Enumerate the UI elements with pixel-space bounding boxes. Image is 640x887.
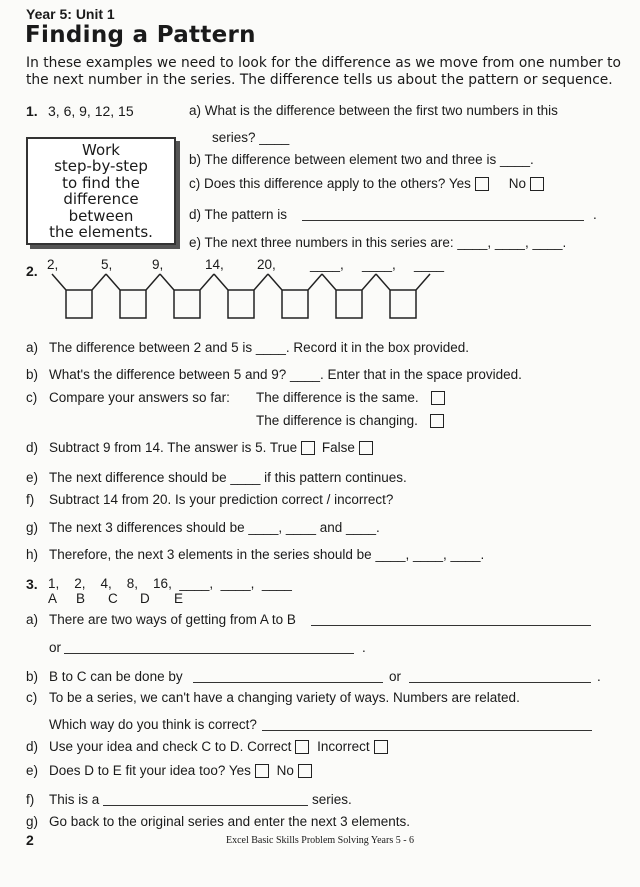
- intro-line-2: the next number in the series. The difference tells us about the pattern or sequence.: [26, 72, 613, 88]
- pattern-answer-line[interactable]: [302, 220, 584, 221]
- q3-a-or: or: [49, 640, 62, 655]
- b-to-c-answer-line-2[interactable]: [409, 682, 591, 683]
- yes-checkbox[interactable]: [255, 764, 269, 778]
- no-label: No: [276, 763, 294, 778]
- a-to-b-answer-line-1[interactable]: [311, 625, 591, 626]
- q1-d: d) The pattern is: [189, 207, 288, 222]
- q2-number: 2.: [26, 263, 38, 279]
- q3-e-letter: e): [26, 763, 39, 778]
- q2-a: The difference between 2 and 5 is ____. Record it in the box provided.: [49, 340, 470, 355]
- work-box-line: difference between: [63, 190, 139, 225]
- q2-g: The next 3 differences should be ____, ____ and ____.: [49, 520, 380, 535]
- q1-series: 3, 6, 9, 12, 15: [48, 103, 134, 119]
- incorrect-checkbox[interactable]: [374, 740, 388, 754]
- q3-d: [49, 739, 388, 754]
- q2-b: What's the difference between 5 and 9? ____. Enter that in the space provided.: [49, 367, 522, 382]
- q2-series-item: ____,: [310, 257, 344, 272]
- yes-checkbox[interactable]: [475, 177, 489, 191]
- q2-e-letter: e): [26, 470, 39, 485]
- a-to-b-answer-line-2[interactable]: [64, 653, 354, 654]
- q2-b-letter: b): [26, 367, 39, 382]
- q3-letter-E: E: [174, 591, 184, 606]
- q3-g-letter: g): [26, 814, 39, 829]
- q3-b-or: or: [389, 669, 402, 684]
- q2-g-letter: g): [26, 520, 39, 535]
- difference-boxes-diagram: [40, 272, 460, 322]
- q1-number: 1.: [26, 103, 38, 119]
- unit-label: Year 5: Unit 1: [26, 6, 115, 22]
- period: .: [362, 640, 366, 655]
- q3-b-letter: b): [26, 669, 39, 684]
- q3-letter-C: C: [108, 591, 118, 606]
- q2-series-item: ____: [414, 257, 445, 272]
- q3-b: B to C can be done by: [49, 669, 183, 684]
- no-checkbox[interactable]: [530, 177, 544, 191]
- q3-f: This is a: [49, 792, 100, 807]
- q2-e: The next difference should be ____ if this pattern continues.: [49, 470, 407, 485]
- q1-e: e) The next three numbers in this series are: ____, ____, ____.: [189, 235, 567, 250]
- q1-a-line2: series? ____: [212, 130, 290, 145]
- q3-d-letter: d): [26, 739, 39, 754]
- q3-letter-D: D: [140, 591, 150, 606]
- q3-c: To be a series, we can't have a changing variety of ways. Numbers are related.: [49, 690, 520, 705]
- q2-c: Compare your answers so far:: [49, 390, 230, 405]
- difference-box: [268, 274, 322, 318]
- page-number: 2: [26, 832, 34, 848]
- q2-d-letter: d): [26, 440, 39, 455]
- q3-g: Go back to the original series and enter the next 3 elements.: [49, 814, 410, 829]
- q1-b: b) The difference between element two and three is ____.: [189, 152, 534, 167]
- q3-e-text: Does D to E fit your idea too? Yes: [49, 763, 251, 778]
- work-box-line: the elements.: [49, 223, 153, 241]
- q2-f-letter: f): [26, 492, 35, 507]
- q3-d-text: Use your idea and check C to D. Correct: [49, 739, 292, 754]
- q3-letter-A: A: [48, 591, 58, 606]
- difference-box: [160, 274, 214, 318]
- difference-box: [376, 274, 430, 318]
- false-checkbox[interactable]: [359, 441, 373, 455]
- difference-box: [52, 274, 106, 318]
- work-box-line: to find the: [62, 173, 140, 192]
- work-box-line: step-by-step: [54, 157, 148, 175]
- q2-series-item: 14,: [205, 257, 224, 272]
- q1-a-line1: a) What is the difference between the first two numbers in this: [189, 103, 558, 118]
- q3-f-end: series.: [312, 792, 352, 807]
- incorrect-label: Incorrect: [317, 739, 370, 754]
- q3-e: [49, 763, 312, 778]
- period: .: [597, 669, 601, 684]
- b-to-c-answer-line-1[interactable]: [193, 682, 383, 683]
- q2-c-letter: c): [26, 390, 38, 405]
- same-checkbox[interactable]: [431, 391, 445, 405]
- period: .: [593, 207, 597, 222]
- q2-c-same: [256, 390, 445, 405]
- q2-c-changing: [256, 413, 444, 428]
- q2-series-item: 9,: [152, 257, 164, 272]
- q2-a-letter: a): [26, 340, 39, 355]
- q3-a-letter: a): [26, 612, 39, 627]
- correct-way-answer-line[interactable]: [262, 730, 592, 731]
- q2-d: [49, 440, 373, 455]
- q2-f: Subtract 14 from 20. Is your prediction correct / incorrect?: [49, 492, 394, 507]
- q3-series: 1, 2, 4, 8, 16, ____, ____, ____: [48, 576, 292, 591]
- q3-c2: Which way do you think is correct?: [49, 717, 257, 732]
- book-credit: Excel Basic Skills Problem Solving Years 5 - 6: [226, 835, 415, 846]
- difference-box: [214, 274, 268, 318]
- false-label: False: [321, 440, 355, 455]
- no-checkbox[interactable]: [298, 764, 312, 778]
- true-checkbox[interactable]: [301, 441, 315, 455]
- correct-checkbox[interactable]: [295, 740, 309, 754]
- q2-series-item: ____,: [362, 257, 396, 272]
- q2-d-text: Subtract 9 from 14. The answer is 5. True: [49, 440, 298, 455]
- q3-c-letter: c): [26, 690, 38, 705]
- q3-number: 3.: [26, 576, 38, 592]
- q3-f-letter: f): [26, 792, 35, 807]
- q3-a: There are two ways of getting from A to B: [49, 612, 296, 627]
- difference-box: [322, 274, 376, 318]
- same-label: The difference is the same.: [256, 390, 419, 405]
- intro-line-1: In these examples we need to look for the difference as we move from one number to: [26, 55, 621, 71]
- q1-c-no: No: [508, 176, 526, 191]
- q2-h: Therefore, the next 3 elements in the series should be ____, ____, ____.: [49, 547, 485, 562]
- series-type-answer-line[interactable]: [103, 805, 308, 806]
- q1-c: [189, 176, 544, 191]
- changing-label: The difference is changing.: [256, 413, 418, 428]
- difference-box: [106, 274, 160, 318]
- q2-series-item: 2,: [47, 257, 59, 272]
- work-box-line: Work: [82, 140, 120, 159]
- work-step-box: [26, 137, 176, 245]
- page-title: Finding a Pattern: [25, 22, 256, 48]
- changing-checkbox[interactable]: [430, 414, 444, 428]
- q2-series-item: 5,: [101, 257, 113, 272]
- q2-series-item: 20,: [257, 257, 276, 272]
- q1-c-text: c) Does this difference apply to the others? Yes: [189, 176, 471, 191]
- q3-letter-B: B: [76, 591, 86, 606]
- q2-h-letter: h): [26, 547, 39, 562]
